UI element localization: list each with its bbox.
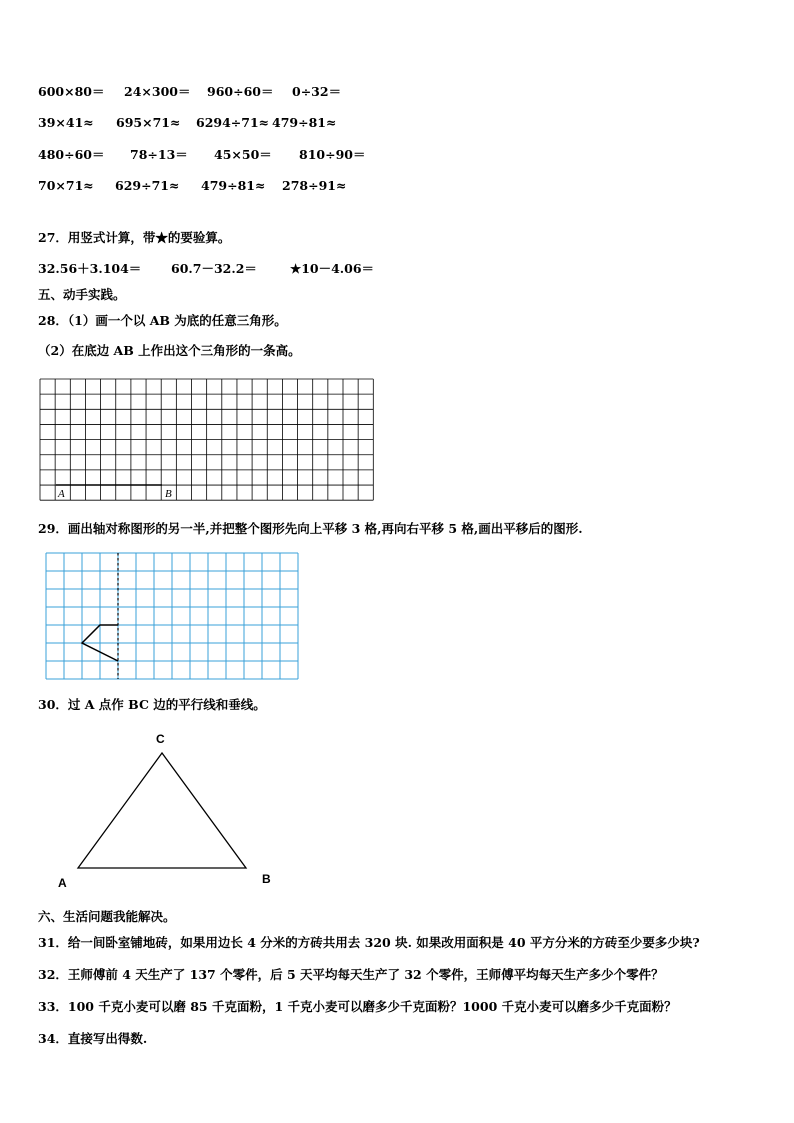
point-b-label: B [165,488,172,500]
oral-calc-item: 695×71≈ [116,115,181,130]
vertex-b-label: B [262,872,271,886]
q27-title: 27．用竖式计算，带★的要验算。 [38,230,231,245]
vertex-c-label: C [156,732,165,746]
q30-title: 30．过 A 点作 BC 边的平行线和垂线。 [38,697,266,712]
q28-part1: 28．（1）画一个以 AB 为底的任意三角形。 [38,313,287,328]
oral-calc-item: 600×80＝ [38,84,105,99]
point-a-label: A [58,488,65,500]
oral-calc-item: 810÷90＝ [299,147,366,162]
oral-calc-item: 960÷60＝ [207,84,274,99]
q28-grid [40,379,374,501]
oral-calc-item: 479÷81≈ [272,115,337,130]
oral-calc-item: 70×71≈ [38,178,94,193]
oral-calc-item: 0÷32＝ [292,84,342,99]
q34-text: 34．直接写出得数. [38,1031,148,1046]
oral-calc-item: 78÷13＝ [130,147,188,162]
q27-item: 32.56＋3.104＝ [38,261,142,276]
oral-calc-item: 480÷60＝ [38,147,105,162]
oral-calc-item: 39×41≈ [38,115,94,130]
section6-title: 六、生活问题我能解决。 [38,909,176,924]
q31-text: 31．给一间卧室铺地砖，如果用边长 4 分米的方砖共用去 320 块. 如果改用面积是 40 平方分米的方砖至少要多少块? [38,935,700,950]
q28-part2: （2）在底边 AB 上作出这个三角形的一条高。 [38,343,301,358]
oral-calc-item: 45×50＝ [214,147,272,162]
oral-calc-item: 24×300＝ [124,84,191,99]
oral-calc-item: 6294÷71≈ [196,115,270,130]
oral-calc-item: 479÷81≈ [201,178,266,193]
section5-title: 五、动手实践。 [38,287,126,302]
oral-calc-item: 278÷91≈ [282,178,347,193]
triangle-outline [78,753,246,868]
triangle-abc [50,728,290,898]
oral-calc-item: 629÷71≈ [115,178,180,193]
q32-text: 32．王师傅前 4 天生产了 137 个零件，后 5 天平均每天生产了 32 个零件，王师傅平均每天生产多少个零件？ [38,967,664,982]
q27-item: 60.7－32.2＝ [171,261,257,276]
q33-text: 33．100 千克小麦可以磨 85 千克面粉，1 千克小麦可以磨多少千克面粉？1000 千克小麦可以磨多少千克面粉？ [38,999,677,1014]
q27-item: ★10－4.06＝ [290,261,375,276]
q29-grid [46,553,299,679]
vertex-a-label: A [58,876,67,890]
q29-title: 29．画出轴对称图形的另一半,并把整个图形先向上平移 3 格,再向右平移 5 格,画出平移后的图形. [38,521,583,536]
